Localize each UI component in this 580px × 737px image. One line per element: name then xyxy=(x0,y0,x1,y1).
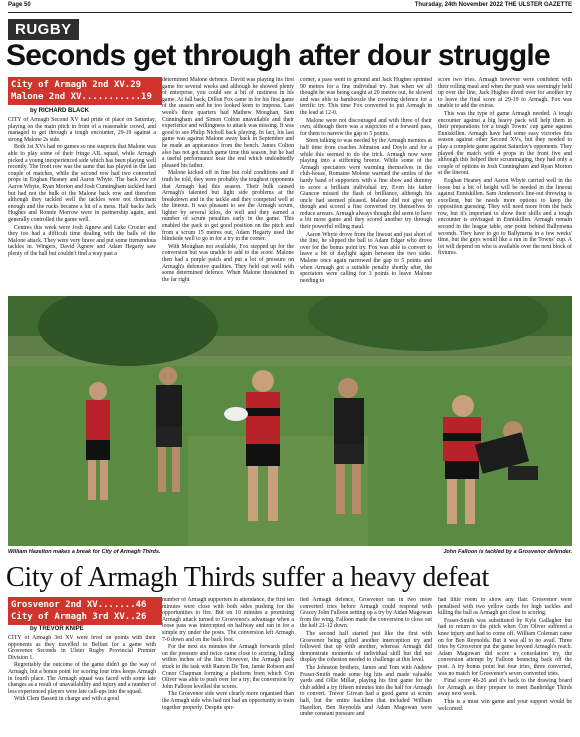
paragraph: This is a must win game and your support would be welcomed. xyxy=(438,698,572,712)
paragraph: For the next six minutes the Armagh forwards piled on the pressure and twice came close to scoring, falling within inches of the line. However, the Armagh pack stuck to the task with Ramon De Ton, Jamie Robson and Conor Chapman forming a platform from which Con Oliver was able to push over for a try; the conversion by John Falloon levelled the scores. xyxy=(162,644,294,690)
paragraph: determined Malone defence. David was playing his first game for several weeks and although he showed plenty of enterprise, you could see a bit of rustiness in his game. At full back, Dillon Fox came in for his first game of the season and he too looked keen to impress. Last week's three quarters had Mathew Moughan, Sam Cunningham and Simon Colton unavailable and their experience and willingness to attack was missing. It was good to see Philip Nicholl back playing. In fact, his last game was against Malone away back in September and he made an appearance from the bench. James Colton also has not got much game time this season, but he had a useful performance near the end which undoubtedly pleased his father. xyxy=(162,77,294,169)
match-photo xyxy=(8,296,572,546)
paragraph: This was the type of game Armagh needed. A tough encounter against a big heavy pack will help them in their preparations for a tough Towns' cup game against Enniskillen. Armagh have had some easy victories this season against other Second XVs, but they needed to play a complete game against Saturday's opponents. They played the match with 4 props in the front five and although this helped their scrummaging, they had only a couple of options in Josh Cunningham and Ryan Morton at the lineout. xyxy=(438,110,572,177)
story2-score-line-2: City of Armagh 3rd XV..26 xyxy=(11,612,147,622)
top-rule xyxy=(8,12,572,13)
paragraph: score two tries. Armagh however were confident with their rolling maul and when the push was seemingly held up over the line, Jack Hughes dived over for another try to leave the final score at 29-19 to Armagh. Fox was unable to add the extras. xyxy=(438,77,572,110)
story1-column-1 xyxy=(8,117,156,294)
story2-headline: City of Armagh Thirds suffer a heavy defeat xyxy=(6,562,489,593)
story2-score-line-1: Grosvenor 2nd XV.......46 xyxy=(11,600,147,610)
paragraph: number of Armagh supporters in attendance, the first ten minutes were close with both sides pushing for the opportunities to fire. But on 10 minutes a promising Armagh attack turned to Grosvenor's advantage when a loose pass was intercepted on halfway and ran in for a simple try under the posts. The conversion left Armagh 7-0 down and on the back foot. xyxy=(162,597,294,643)
paragraph: Eoghan Heaney and Aaron Whyte carried well in the loose but a bit of height will be needed in the lineout against Enniskillen. Sam Anderson's line-out throwing is excellent, but he needs more options to keep the opposition guessing. They will need more from the back row, but it's important to show their skills and a tough encounter is envisaged in Enniskillen. Armagh remain second in the league table, one point behind Ballymena seconds. They have to go to Ballymena in a few weeks' time, but the guys would like a run in the Towns' cup. A lot will depend on who is available over the next block of fixtures. xyxy=(438,177,572,257)
rugby-action-illustration xyxy=(8,296,572,546)
story2-column-1 xyxy=(8,635,156,733)
paragraph: The second half started just like the first with Grosvenor being gifted another interception try and followed that up with another, whereas Armagh did demonstrate moments of individual skill but did not display the cohesion needed to challenge at this level. xyxy=(300,630,432,664)
story1-headline: Seconds get through after dour struggle xyxy=(6,39,550,72)
photo-caption-right: John Falloon is tackled by a Grosvenor defender. xyxy=(443,549,572,555)
paragraph: corner, a pass went to ground and Jack Hughes sprinted 90 metres for a fine individual try. Just when we all thought he was being caught at 20 metres out, he slowed and was able to bamboozle the covering defence for a terrific try. This time Fox converted to put Armagh in the lead at 12-0. xyxy=(300,77,432,116)
section-label: RUGBY xyxy=(8,19,79,40)
paragraph: Fraser-Smith was substituted by Kyle Gallagher but had to return to the pitch when Con Oliver suffered a knee injury and had to come off. William Coleman came on for Ben Reynolds. But it was all to no avail. Three tries by Grosvenor put the game beyond Armagh's reach. Adam Magowan did score a consolation try, the conversion attempt by Falloon bouncing back off the post. A try bonus point but four tries, three converted, was no match for Grosvenor's seven converted tries. xyxy=(438,617,572,677)
dateline: Thursday, 24th November 2022 THE ULSTER GAZETTE xyxy=(414,2,572,8)
story1-scorebox xyxy=(8,77,162,105)
paragraph: Centres this week were Josh Agnew and Luke Crozier and they too had a difficult time dealing with the balls of the Malone attack. They were very brave and put some tremendous tackles in. Wingers, David Agnew and Adam Hegarty saw plenty of the ball but couldn't find a way past a xyxy=(8,224,156,257)
paragraph: Malone were not discouraged and with three of their own, although there was a suspicion of a forward pass, for them to narrow the gap to 5 points. xyxy=(300,117,432,137)
story1-byline: by RICHARD BLACK xyxy=(30,108,89,114)
story2-byline: by TREVOR KNIPE xyxy=(30,626,84,632)
paragraph: Stern talking to was needed by the Armagh mentors at half time from coaches Johnston and Doyle and for a while this seemed to do the trick. Armagh now were playing into a stiffening breeze. While some of the Armagh spectators were warming themselves in the club-house, Romaine Molone warmed the smiles of the hardy band of supporters with a fine show and dummy to score a brilliant individual try. Even his father Giancoe missed the flash of brilliance, although his uncle had seemed pleased. Malone did not give up though and scored a fine converted try themselves to reduce arrears. Armagh always thought did seem to have a bit more game and they scored another try through their powerful rolling maul. xyxy=(300,138,432,231)
paragraph: Malone kicked off in fine but cold conditions and if truth be told, they were probably the toughest opponents that Armagh had this season. Their bulk caused Armagh's talented but light side problems at the breakdown and in the tackle and they competed well at the lineout. It was pleasant to see the Armagh scrum, lighter by several kilos, do well and they earned a number of scrum penalties early in the game. This enabled the pack to get good position on the pitch and from a scrum 15 metres out, Adam Hegarty used the blindside well to go in for a try in the corner. xyxy=(162,170,294,243)
story2-scorebox xyxy=(8,597,162,625)
paragraph: had little room to show any flair. Grosvenor were penalised with two yellow cards for high tackles and killing the ball as Armagh got close to scoring. xyxy=(438,597,572,617)
paragraph: The Grosvenor side were clearly more organised than the Armagh side who had not had an opportunity to train together properly. Despite spir- xyxy=(162,691,294,711)
paragraph: With Moughan not available, Fox stepped up for the conversion but was unable to add to the score. Malone then had a purple patch and put a lot of pressure on Armagh's defensive qualities. They held out well with some determined defence. When Malone threatened in the far right xyxy=(162,243,294,283)
paragraph: CITY of Armagh 3rd XV were level on points with their opponents as they travelled to Belfast for a game with Grosvenor Seconds in Ulster Rugby Provincial Premier Division 1. xyxy=(8,635,156,661)
paragraph: Final score 46-26 and it's back to the drawing board for Armagh as they prepare to meet Banbridge Thirds away next week. xyxy=(438,678,572,698)
story2-column-4 xyxy=(438,597,572,733)
paragraph: Aaron Whyte drove from the lineout and just short of the line, he slipped the ball to Adam Edgar who drove over for the bonus point try. Fox was able to convert to leave a bit of daylight again between the two sides. Malone once again narrowed the gap to 5 points and when Armagh got a suitable penalty shortly after, the spectators were calling for 3 points to leave Malone needing to xyxy=(300,231,432,284)
story1-score-line-1: City of Armagh 2nd XV.29 xyxy=(11,80,142,90)
paragraph: ited Armagh defence, Grosvenor ran in two more converted tries before Armagh could respond with Gracey John Falloon setting up a try by Aidan Magowan from the wing. Falloon made the conversion to close out the half 21-12 down. xyxy=(300,597,432,630)
paragraph: With Clem Bassett in charge and with a good xyxy=(14,696,119,703)
photo-caption-left: William Hazelton makes a break for City of Armagh Thirds. xyxy=(8,549,161,555)
story1-score-line-2: Malone 2nd XV...........19 xyxy=(11,92,152,102)
page-number: Page 50 xyxy=(8,2,31,8)
story1-column-4 xyxy=(438,77,572,294)
paragraph: Regrettably the outcome of the game didn't go the way of Armagh, but a bonus point for scoring four tries keeps Armagh in fourth place. The Armagh squad was faced with some late changes as a result of unavailability and injury and a number of less experienced players were late call-ups into the squad. xyxy=(8,662,156,695)
story1-column-3 xyxy=(300,77,432,294)
paragraph: The Johnston brothers, James and Tom with Andrew Fraser-Smith made some big hits and made valuable yards and Ollie Millar, playing his first game for the club added a try fifteen minutes into the half for Armagh to convert. Trevor Girvan had a good game at scrum half, but the entire backline that included William Hazelton, Ben Reynolds and Adam Magowan were under constant pressure and xyxy=(300,664,432,718)
paragraph: Both 1st XVs had no games so one suspects that Malone was able to play some of their fringe AIL squad, while Armagh picked a young inexperienced side which has been playing well recently. The front row was the same that has played in the last couple of matches, while the second row had two converted props in Eoghan Heaney and Aaron Whyte. The back row of Aaron Whyte, Ryan Morton and Josh Cunningham tackled hard but had not the bulk of the Malone back row and therefore although they tackled well the tackles were not dominant enough and the rucks became a bit of a mess. Half backs Jack Hughes and Ronnie Morrow were in partnership again, and generally controlled the game well. xyxy=(8,144,156,223)
paragraph: CITY of Armagh Second XV had pride of place on Saturday, playing on the main pitch in front of a reasonable crowd, and managed to get through a tough encounter, 29-19 against a strong Malone 2s side. xyxy=(8,117,156,143)
folio xyxy=(8,2,572,12)
story2-column-3 xyxy=(300,597,432,733)
story1-column-2 xyxy=(162,77,294,294)
story2-column-2 xyxy=(162,597,294,733)
